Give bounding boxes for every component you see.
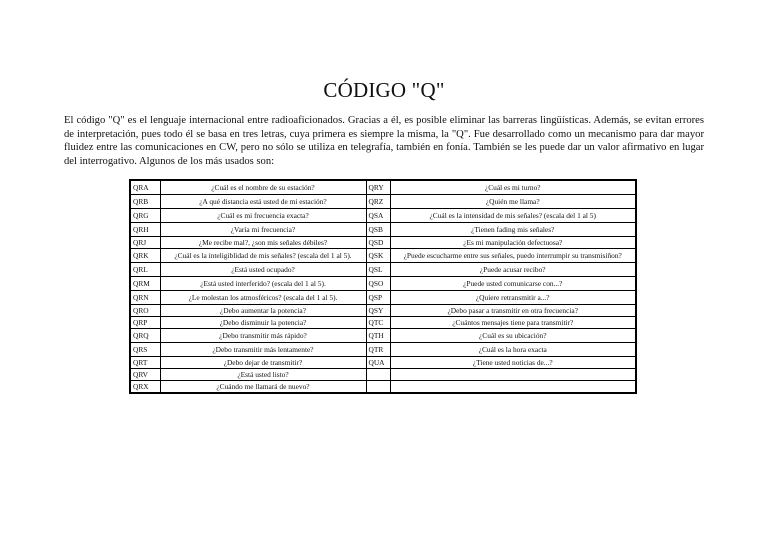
table-row xyxy=(130,381,636,394)
table-row xyxy=(130,195,636,209)
q-meaning-right: ¿Cuál es su ubicación? xyxy=(390,329,636,343)
table-row xyxy=(130,317,636,329)
q-meaning-left: ¿Debo transmitir más lentamente? xyxy=(160,343,366,357)
q-code-left: QRQ xyxy=(130,329,160,343)
q-meaning-left: ¿Cuál es el nombre de su estación? xyxy=(160,180,366,195)
q-meaning-left: ¿Debo transmitir más rápido? xyxy=(160,329,366,343)
q-meaning-right: ¿Cuál es la intensidad de mis señales? (escala del 1 al 5) xyxy=(390,209,636,223)
q-meaning-left: ¿Me recibe mal?, ¿son mis señales débiles? xyxy=(160,237,366,249)
q-code-left: QRV xyxy=(130,369,160,381)
q-code-right: QSL xyxy=(366,263,390,277)
q-code-right: QTH xyxy=(366,329,390,343)
table-row xyxy=(130,277,636,291)
q-code-right: QSB xyxy=(366,223,390,237)
q-meaning-right: ¿Puede usted comunicarse con...? xyxy=(390,277,636,291)
q-meaning-left: ¿Está usted ocupado? xyxy=(160,263,366,277)
q-meaning-left: ¿Debo aumentar la potencia? xyxy=(160,305,366,317)
q-code-left: QRG xyxy=(130,209,160,223)
q-code-right: QSO xyxy=(366,277,390,291)
q-meaning-left: ¿Está usted interferido? (escala del 1 al 5). xyxy=(160,277,366,291)
q-code-right: QSY xyxy=(366,305,390,317)
q-code-left: QRA xyxy=(130,180,160,195)
q-code-left: QRJ xyxy=(130,237,160,249)
page-title: CÓDIGO "Q" xyxy=(323,78,445,102)
table-row xyxy=(130,343,636,357)
q-code-left: QRT xyxy=(130,357,160,369)
q-code-left: QRS xyxy=(130,343,160,357)
q-meaning-left: ¿A qué distancia está usted de mi estación? xyxy=(160,195,366,209)
q-code-right: QUA xyxy=(366,357,390,369)
q-meaning-left: ¿Le molestan los atmosféricos? (escala del 1 al 5). xyxy=(160,291,366,305)
q-meaning-left: ¿Varía mi frecuencia? xyxy=(160,223,366,237)
q-code-right: QTR xyxy=(366,343,390,357)
q-code-right: QTC xyxy=(366,317,390,329)
q-code-right xyxy=(366,369,390,381)
q-meaning-right: ¿Cuál es mi turno? xyxy=(390,180,636,195)
q-code-right: QSD xyxy=(366,237,390,249)
q-meaning-left: ¿Debo disminuir la potencia? xyxy=(160,317,366,329)
q-code-left: QRK xyxy=(130,249,160,263)
q-meaning-left: ¿Está usted listo? xyxy=(160,369,366,381)
q-meaning-left: ¿Cuál es la inteligiblidad de mis señales? (escala del 1 al 5). xyxy=(160,249,366,263)
q-meaning-right: ¿Cuántos mensajes tiene para transmitir? xyxy=(390,317,636,329)
q-meaning-right: ¿Tienen fading mis señales? xyxy=(390,223,636,237)
q-code-right xyxy=(366,381,390,394)
q-code-right: QSK xyxy=(366,249,390,263)
q-meaning-right: ¿Puede acusar recibo? xyxy=(390,263,636,277)
table-row xyxy=(130,180,636,195)
q-code-right: QSA xyxy=(366,209,390,223)
q-code-left: QRO xyxy=(130,305,160,317)
q-meaning-right: ¿Quién me llama? xyxy=(390,195,636,209)
table-row xyxy=(130,209,636,223)
q-code-left: QRL xyxy=(130,263,160,277)
table-row xyxy=(130,369,636,381)
q-meaning-right: ¿Debo pasar a transmitir en otra frecuencia? xyxy=(390,305,636,317)
table-row xyxy=(130,305,636,317)
table-row xyxy=(130,223,636,237)
table-row xyxy=(130,249,636,263)
q-meaning-right xyxy=(390,369,636,381)
q-meaning-left: ¿Debo dejar de transmitir? xyxy=(160,357,366,369)
q-code-left: QRB xyxy=(130,195,160,209)
q-code-left: QRP xyxy=(130,317,160,329)
intro-paragraph: El código "Q" es el lenguaje internacional entre radioaficionados. Gracias a él, es posible eliminar las barreras lingüísticas. Además, se evitan errores de interpretación, pues todo él se basa en tres letras, cuya primera es siempre la misma, la "Q". Fue desarrollado como un mecanismo para dar mayor fluidez entre las comunicaciones en CW, pero no sólo se utiliza en telegrafía, también en fonía. También se les puede dar un valor afirmativo en lugar del interrogativo. Algunos de los más usados son: xyxy=(64,115,704,167)
table-row xyxy=(130,357,636,369)
table-row xyxy=(130,237,636,249)
q-meaning-left: ¿Cuál es mi frecuencia exacta? xyxy=(160,209,366,223)
q-code-right: QSP xyxy=(366,291,390,305)
q-code-right: QRY xyxy=(366,180,390,195)
q-meaning-right: ¿Tiene usted noticias de...? xyxy=(390,357,636,369)
q-code-left: QRM xyxy=(130,277,160,291)
table-row xyxy=(130,263,636,277)
q-meaning-right: ¿Puede escucharme entre sus señales, puedo interrumpir su transmisiñon? xyxy=(390,249,636,263)
q-code-table xyxy=(129,179,637,394)
q-meaning-left: ¿Cuándo me llamará de nuevo? xyxy=(160,381,366,394)
q-code-left: QRX xyxy=(130,381,160,394)
q-meaning-right: ¿Cuál es la hora exacta xyxy=(390,343,636,357)
q-code-right: QRZ xyxy=(366,195,390,209)
q-meaning-right xyxy=(390,381,636,394)
q-meaning-right: ¿Es mi manipulación defectuosa? xyxy=(390,237,636,249)
table-row xyxy=(130,291,636,305)
q-code-table-body xyxy=(130,180,636,393)
q-meaning-right: ¿Quiere retransmitir a...? xyxy=(390,291,636,305)
table-row xyxy=(130,329,636,343)
q-code-left: QRN xyxy=(130,291,160,305)
q-code-left: QRH xyxy=(130,223,160,237)
